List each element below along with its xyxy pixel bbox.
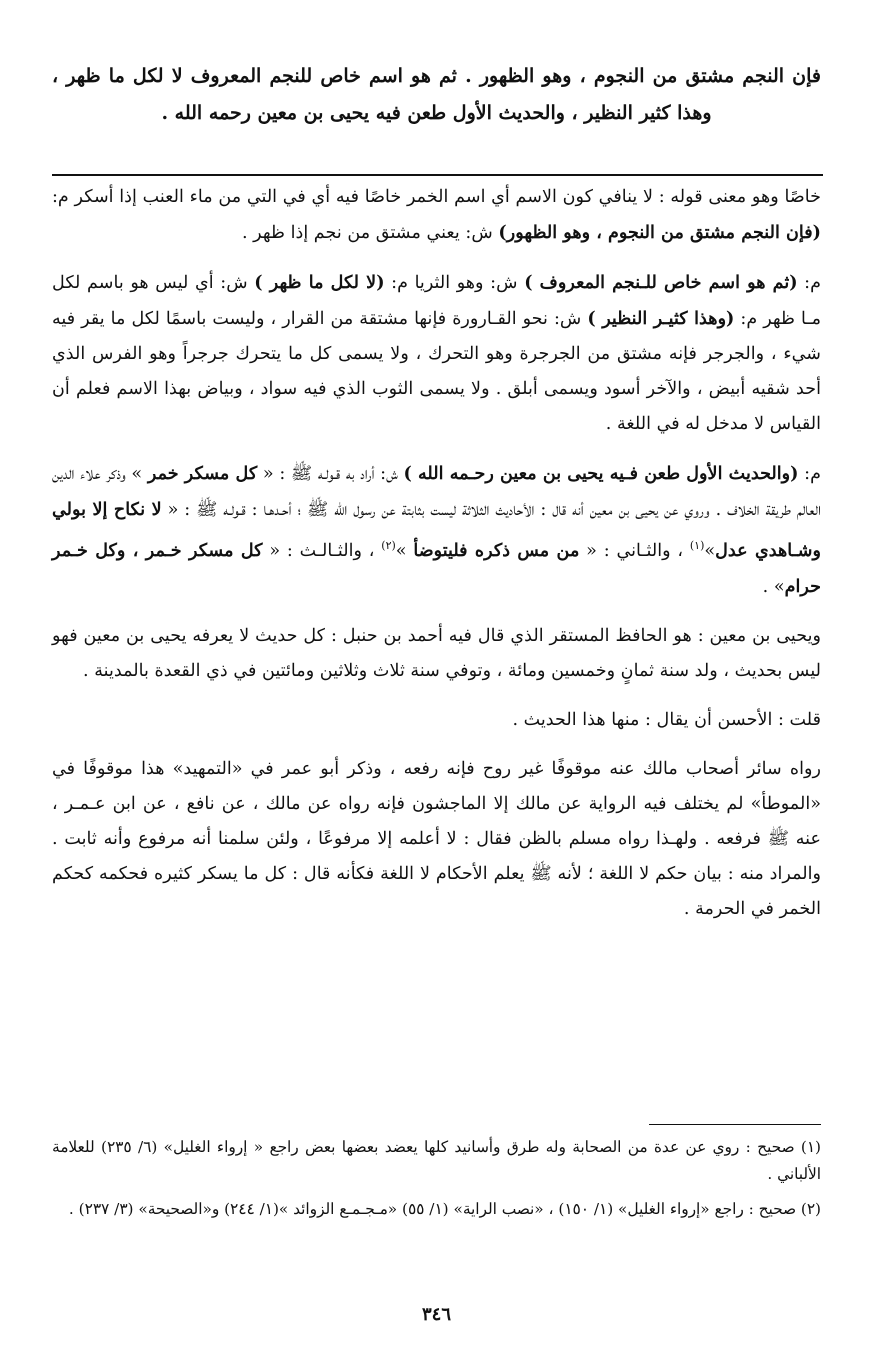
sharh-paragraph [52,180,821,251]
text-run: ش: يعني مشتق من نجم إذا ظهر . [242,223,499,243]
quoted-matn: (والحديث الأول طعن فـيه يحيى بن معين رحـمه الله ) [403,463,799,484]
sharh-paragraph: رواه سائر أصحاب مالك عنه موقوفًا غير روح فإنه رفعه ، وذكر أبو عمر في «التمهيد» هذا موقوفًا في «الموطأ» لم يختلف فيه الرواية عن مالك إلا الماجشون فإنه رواه عن مالك ، عن نافع ، عن ابن عـمـر ، عنه ﷺ فرفعه . ولهـذا رواه مسلم بالظن فقال : لا أعلمه إلا مرفوعًا ، ولئن سلمنا أنه مرفوع وأنه ثابت . والمراد منه : بيان حكم لا اللغة ؛ لأنه ﷺ يعلم الأحكام لا اللغة فكأنه قال : كل ما يسكر كثيره فحكمه كحكم الخمر في الحرمة . [52,758,821,919]
matn-text: فإن النجم مشتق من النجوم ، وهو الظهور . ثم هو اسم خاص للنجم المعروف لا لكل ما ظهر ، وهذا كثير النظير ، والحديث الأول طعن فيه يحيى بن معين رحمه الله . [52,65,821,124]
text-run: ش: وهو الثريا م: [384,273,525,293]
sharh-paragraph: قلت : الأحسن أن يقال : منها هذا الحديث . [512,709,821,730]
quoted-matn: (ثم هو اسم خاص للـنجم المعروف ) [524,272,798,293]
hadith-text: كل مسكر خمر [147,463,258,484]
text-run: » وذكر علاء الدين العالم طريقة الخلاف . وروي عن يحيى بن معين أنه قال : الأحاديث الثلاثة ليست بثابتة عن رسول الله ﷺ ؛ أحـدهـا : قـولـه ﷺ : « [52,464,821,520]
text-run: » . [762,576,785,597]
hadith-text: لا نكاح إلا بولي وشـاهدي عدل [52,499,822,561]
quoted-matn: (لا لكل ما ظهر ) [254,272,385,293]
footnotes [52,1134,821,1223]
hadith-text: من مس ذكره فليتوضأ [413,539,580,561]
sharh-body [52,180,821,927]
text-run: ، والثـالـث : « [262,540,382,561]
hadith-text: كل مسكر خـمر ، وكل خـمر حرام [52,539,821,597]
quoted-matn: (فإن النجم مشتق من النجوم ، وهو الظهور) [498,222,821,243]
footnote-marker: (٢) [381,539,396,552]
matn-separator-rule [52,174,823,176]
page-number: ٣٤٦ [421,1304,451,1325]
text-run: ش: أراد به قـولـه ﷺ : « [257,464,404,484]
footnote-separator-rule [649,1124,821,1125]
text-run: » [395,540,414,561]
sharh-paragraph [52,265,821,442]
text-run: م: [798,464,821,484]
sharh-paragraph [52,456,821,605]
text-run: » [704,540,716,561]
quoted-matn: (وهذا كثيـر النظير ) [587,308,735,329]
footnote: (٢) صحيح : راجع «إرواء الغليل» (١/ ١٥٠) ، «نصب الراية» (١/ ٥٥) «مـجـمـع الزوائد »(١/ ٢٤٤) و«الصحيحة» (٣/ ٢٣٧) . [68,1200,821,1218]
sharh-paragraph: ويحيى بن معين : هو الحافظ المستقر الذي قال فيه أحمد بن حنبل : كل حديث لا يعرفه يحيى بن معين فهو ليس بحديث ، ولد سنة ثمانٍ وخمسين ومائة ، وتوفي سنة ثلاث وثلاثين ومائتين في ذي القعدة بالمدينة . [52,625,821,681]
footnote-marker: (١) [689,539,705,552]
text-run: ش: أي ليس هو باسم لكل مـا ظهر م: [52,273,821,329]
text-run: م: [797,273,821,293]
text-run: ش: نحو القـارورة فإنها مشتقة من القرار ، وليست باسمًا لكل ما يقر فيه شيء ، والجرجر فإنه مشتق من الجرجرة وهو التحرك ، ولا يسمى كل ما يتحرك جرجراً وهو الفرس الذي أحد شقيه أبيض ، والآخر أسود ويسمى أبلق . ولا يسمى الثوب الذي فيه سواد ، وبياض بهذا الاسم فعلم أن القياس لا مدخل له في اللغة . [52,309,821,434]
footnote: (١) صحيح : روي عن عدة من الصحابة وله طرق وأسانيد كلها يعضد بعضها بعض راجع « إرواء الغليل» (٦/ ٢٣٥) للعلامة الألباني . [52,1138,821,1183]
text-run: ، والثـاني : « [579,540,690,561]
text-run: خاصًا وهو معنى قوله : لا ينافي كون الاسم أي اسم الخمر خاصًا فيه أي في التي من ماء العنب إذا أسكر م: [52,187,821,207]
